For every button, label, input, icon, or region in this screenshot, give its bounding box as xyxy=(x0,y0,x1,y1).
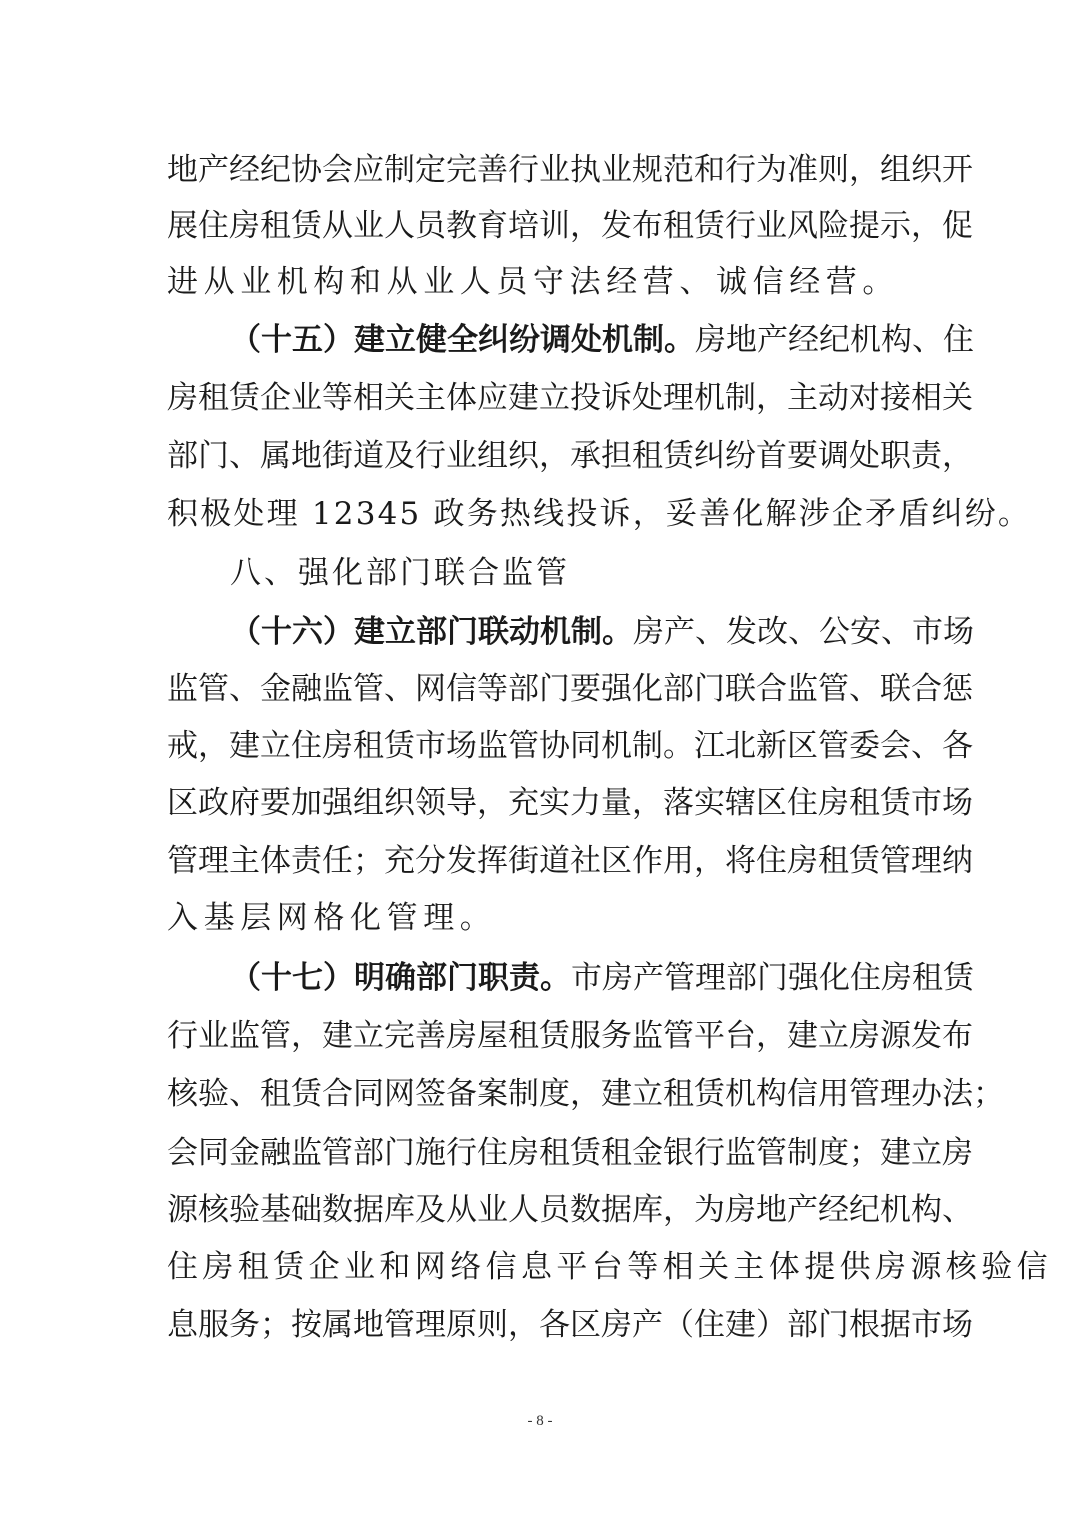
section-title: （十六）建立部门联动机制。 xyxy=(230,614,633,650)
paragraph-line: 展住房租赁从业人员教育培训，发布租赁行业风险提示，促 xyxy=(167,208,973,244)
paragraph-line: 监管、金融监管、网信等部门要强化部门联合监管、联合惩 xyxy=(167,671,973,707)
paragraph-line: 行业监管，建立完善房屋租赁服务监管平台，建立房源发布 xyxy=(167,1018,973,1054)
paragraph-first-line xyxy=(230,958,974,998)
paragraph-line: 管理主体责任；充分发挥街道社区作用，将住房租赁管理纳 xyxy=(167,843,973,879)
paragraph-line: 息服务；按属地管理原则，各区房产（住建）部门根据市场 xyxy=(167,1307,973,1343)
paragraph-line: 进从业机构和从业人员守法经营、诚信经营。 xyxy=(167,264,899,300)
section-text: 市房产管理部门强化住房租赁 xyxy=(571,960,974,996)
paragraph-line: 地产经纪协会应制定完善行业执业规范和行为准则，组织开 xyxy=(167,152,973,188)
section-text: 房地产经纪机构、住 xyxy=(695,322,974,358)
paragraph-first-line xyxy=(230,612,974,652)
paragraph-first-line xyxy=(230,320,974,360)
paragraph-line: 住房租赁企业和网络信息平台等相关主体提供房源核验信 xyxy=(167,1249,1052,1285)
section-heading: 八、强化部门联合监管 xyxy=(230,555,570,591)
section-title: （十七）明确部门职责。 xyxy=(230,960,571,996)
paragraph-line: 区政府要加强组织领导，充实力量，落实辖区住房租赁市场 xyxy=(167,785,973,821)
paragraph-line: 入基层网格化管理。 xyxy=(167,900,497,936)
paragraph-line: 积极处理 12345 政务热线投诉，妥善化解涉企矛盾纠纷。 xyxy=(167,496,1032,532)
paragraph-line: 戒，建立住房租赁市场监管协同机制。江北新区管委会、各 xyxy=(167,728,973,764)
page-number: - 8 - xyxy=(527,1413,553,1429)
paragraph-line: 源核验基础数据库及从业人员数据库，为房地产经纪机构、 xyxy=(167,1192,973,1228)
section-title: （十五）建立健全纠纷调处机制。 xyxy=(230,322,695,358)
paragraph-line: 房租赁企业等相关主体应建立投诉处理机制，主动对接相关 xyxy=(167,380,973,416)
paragraph-line: 核验、租赁合同网签备案制度，建立租赁机构信用管理办法； xyxy=(167,1076,1004,1112)
section-text: 房产、发改、公安、市场 xyxy=(633,614,974,650)
paragraph-line: 会同金融监管部门施行住房租赁租金银行监管制度；建立房 xyxy=(167,1135,973,1171)
paragraph-line: 部门、属地街道及行业组织，承担租赁纠纷首要调处职责， xyxy=(167,438,973,474)
